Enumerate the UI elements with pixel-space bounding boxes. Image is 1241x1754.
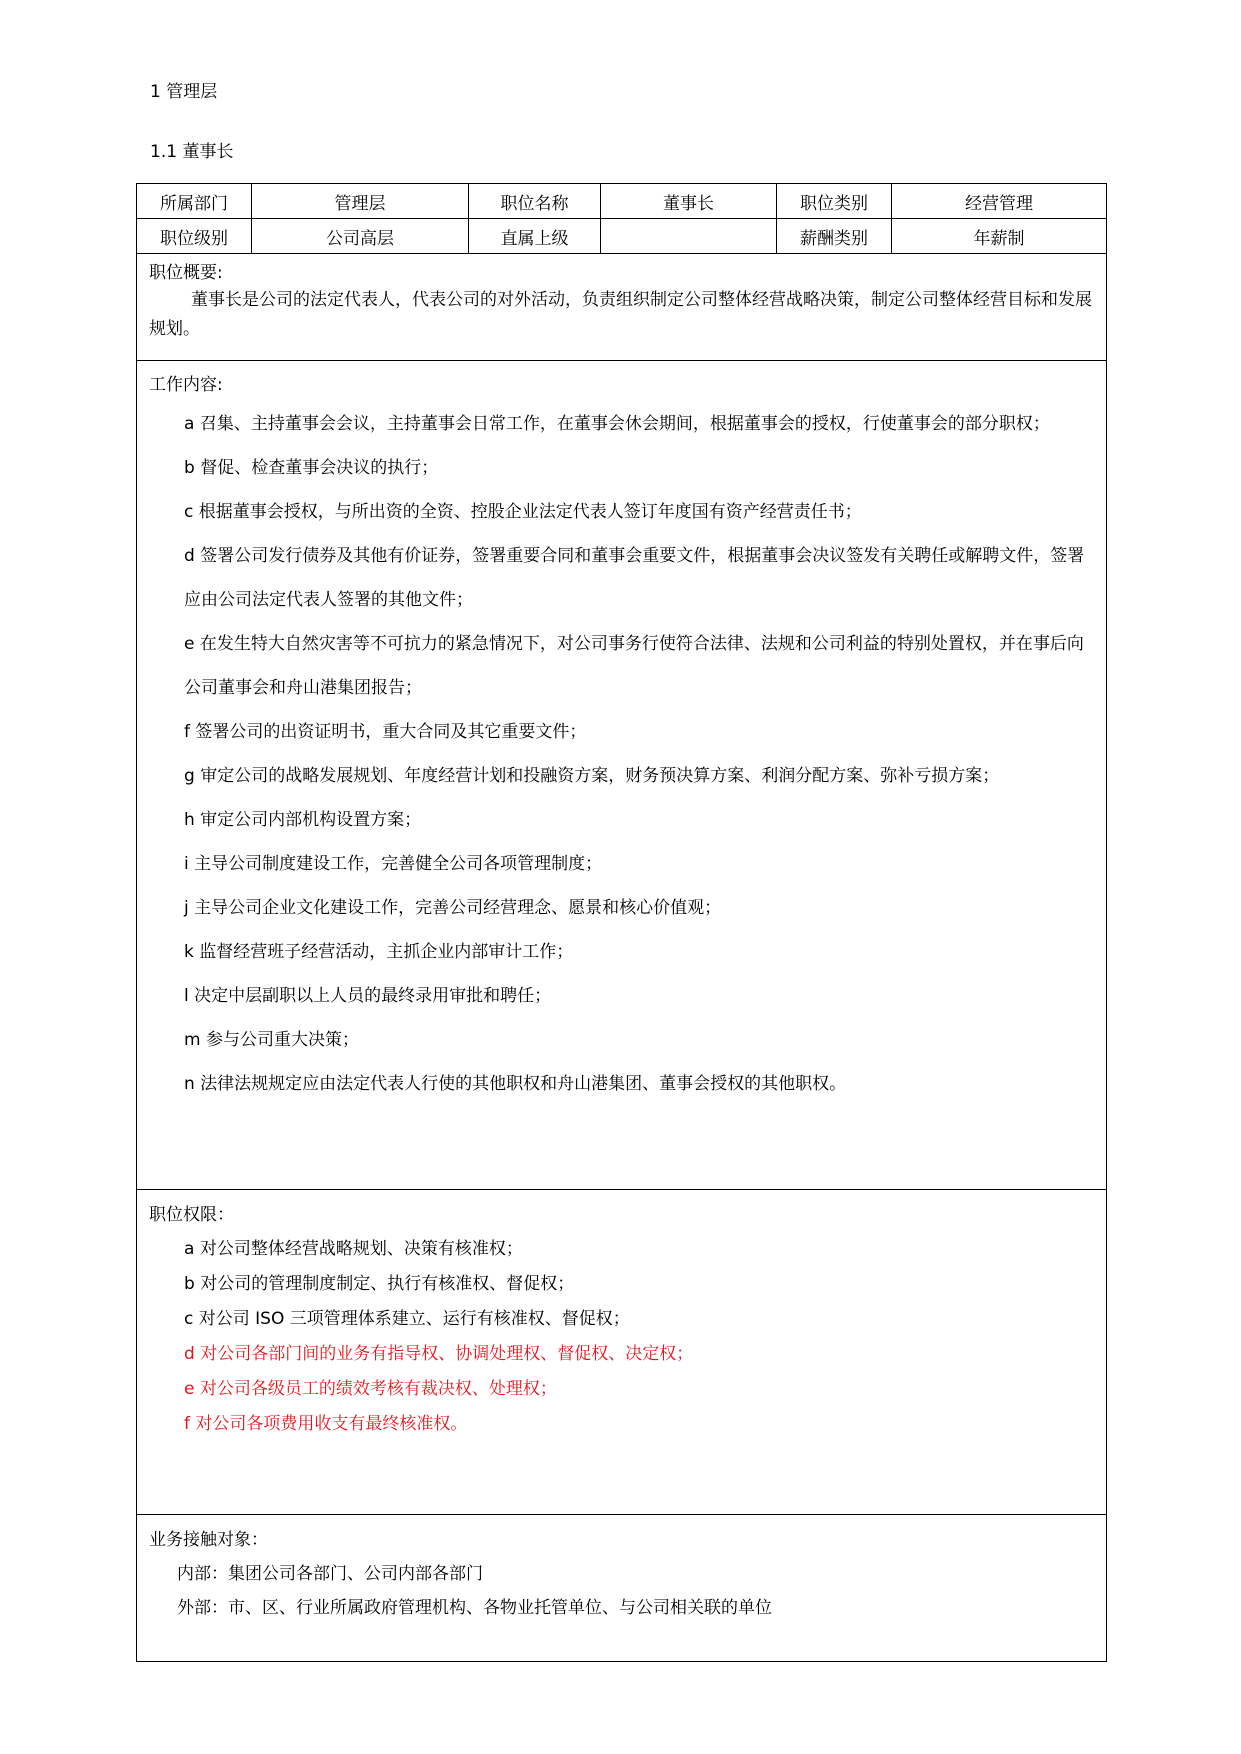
value-department: 管理层 [252,184,469,219]
authority-item-highlight: d 对公司各部门间的业务有指导权、协调处理权、督促权、决定权； [184,1344,694,1364]
value-position-level: 公司高层 [252,219,469,254]
work-title: 工作内容: [149,375,223,395]
contacts-title: 业务接触对象： [149,1530,268,1550]
position-table [136,183,1107,1662]
value-position-category: 经营管理 [892,184,1107,219]
work-item: e 在发生特大自然灾害等不可抗力的紧急情况下，对公司事务行使符合法律、法规和公司利益的特别处置权，并在事后向公司董事会和舟山港集团报告； [184,634,1084,698]
info-row-1 [137,184,1107,219]
work-item: d 签署公司发行债券及其他有价证券，签署重要合同和董事会重要文件，根据董事会决议签发有关聘任或解聘文件，签署应由公司法定代表人签署的其他文件； [184,546,1085,610]
work-item: n 法律法规规定应由法定代表人行使的其他职权和舟山港集团、董事会授权的其他职权。 [184,1074,847,1094]
authority-item: b 对公司的管理制度制定、执行有核准权、督促权； [184,1274,575,1294]
summary-row [137,254,1107,361]
label-position-level: 职位级别 [137,219,252,254]
section-heading: 1 管理层 [150,82,218,102]
work-item: j 主导公司企业文化建设工作，完善公司经营理念、愿景和核心价值观； [184,898,722,918]
label-department: 所属部门 [137,184,252,219]
authority-item: a 对公司整体经营战略规划、决策有核准权； [184,1239,523,1259]
contacts-external: 外部：市、区、行业所属政府管理机构、各物业托管单位、与公司相关联的单位 [177,1598,772,1618]
value-direct-superior [601,219,777,254]
summary-section [137,254,1106,344]
work-item: f 签署公司的出资证明书，重大合同及其它重要文件； [184,722,587,742]
authority-title: 职位权限： [149,1205,234,1225]
summary-title: 职位概要: [149,263,223,283]
value-position-name: 董事长 [601,184,777,219]
work-item: m 参与公司重大决策； [184,1030,359,1050]
label-salary-type: 薪酬类别 [777,219,892,254]
value-salary-type: 年薪制 [892,219,1107,254]
info-row-2 [137,219,1107,254]
work-row [137,361,1107,1190]
contacts-section [137,1515,1106,1625]
label-direct-superior: 直属上级 [469,219,601,254]
work-item: h 审定公司内部机构设置方案； [184,810,422,830]
authority-item-highlight: e 对公司各级员工的绩效考核有裁决权、处理权； [184,1379,557,1399]
work-item: k 监督经营班子经营活动，主抓企业内部审计工作； [184,942,574,962]
label-position-category: 职位类别 [777,184,892,219]
work-item: g 审定公司的战略发展规划、年度经营计划和投融资方案，财务预决算方案、利润分配方案、弥补亏损方案； [184,766,1000,786]
work-item: i 主导公司制度建设工作，完善健全公司各项管理制度； [184,854,603,874]
label-position-name: 职位名称 [469,184,601,219]
authority-row [137,1190,1107,1515]
subsection-heading: 1.1 董事长 [150,142,234,162]
authority-item-highlight: f 对公司各项费用收支有最终核准权。 [184,1414,468,1434]
work-item: c 根据董事会授权，与所出资的全资、控股企业法定代表人签订年度国有资产经营责任书； [184,502,862,522]
work-item: a 召集、主持董事会会议，主持董事会日常工作，在董事会休会期间，根据董事会的授权，行使董事会的部分职权； [184,414,1050,434]
contacts-row [137,1515,1107,1662]
work-section [137,361,1106,1106]
authority-item: c 对公司 ISO 三项管理体系建立、运行有核准权、督促权； [184,1309,630,1329]
contacts-internal: 内部：集团公司各部门、公司内部各部门 [177,1564,483,1584]
authority-section [137,1190,1106,1442]
summary-text: 董事长是公司的法定代表人，代表公司的对外活动，负责组织制定公司整体经营战略决策，制定公司整体经营目标和发展规划。 [149,290,1092,339]
work-item: l 决定中层副职以上人员的最终录用审批和聘任； [184,986,552,1006]
work-item: b 督促、检查董事会决议的执行； [184,458,439,478]
